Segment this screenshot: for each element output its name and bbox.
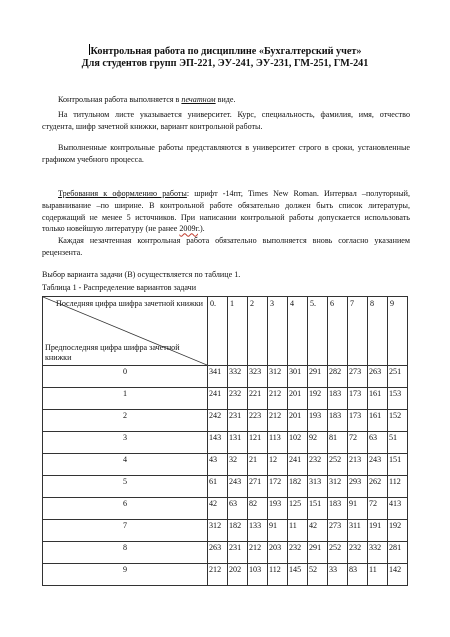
table-cell: 223 (248, 410, 268, 432)
table-cell: 11 (288, 520, 308, 542)
table-cell: 273 (348, 366, 368, 388)
table-cell: 183 (328, 410, 348, 432)
table-cell: 262 (368, 476, 388, 498)
document-title-line1: Контрольная работа по дисциплине «Бухгалтерский учет» (90, 46, 362, 57)
table-cell: 202 (228, 564, 248, 586)
table-cell: 192 (308, 388, 328, 410)
table-cell: 231 (228, 542, 248, 564)
table-cell: 232 (288, 542, 308, 564)
year-spellcheck: 2009г (179, 224, 198, 234)
table-cell: 213 (348, 454, 368, 476)
table-cell: 241 (208, 388, 228, 410)
table-cell: 161 (368, 410, 388, 432)
table-cell: 72 (368, 498, 388, 520)
table-row (43, 410, 408, 432)
table-cell: 142 (388, 564, 408, 586)
table-cell: 312 (268, 366, 288, 388)
table-cell: 21 (248, 454, 268, 476)
table-cell: 281 (388, 542, 408, 564)
paragraph-title-page: На титульном листе указывается университет. Курс, специальность, фамилия, имя, отчество студента, шифр зачетной книжки, вариант контрольной работы. (42, 110, 410, 131)
table-cell: 263 (368, 366, 388, 388)
table-cell: 231 (228, 410, 248, 432)
row-label: 2 (43, 410, 208, 432)
table-cell: 131 (228, 432, 248, 454)
table-cell: 182 (228, 520, 248, 542)
table-cell: 232 (228, 388, 248, 410)
table-cell: 112 (388, 476, 408, 498)
table-cell: 252 (328, 542, 348, 564)
table-cell: 61 (208, 476, 228, 498)
table-cell: 172 (268, 476, 288, 498)
table-cell: 193 (268, 498, 288, 520)
table-cell: 51 (388, 432, 408, 454)
column-header: 5. (308, 297, 328, 366)
emphasis-printed: печатном (181, 95, 216, 104)
table-cell: 252 (328, 454, 348, 476)
table-cell: 212 (268, 410, 288, 432)
table-cell: 241 (288, 454, 308, 476)
table-cell: 271 (248, 476, 268, 498)
column-header: 2 (248, 297, 268, 366)
table-cell: 152 (388, 410, 408, 432)
column-header: 8 (368, 297, 388, 366)
table-cell: 311 (348, 520, 368, 542)
table-cell: 282 (328, 366, 348, 388)
table-cell: 63 (228, 498, 248, 520)
table-cell: 12 (268, 454, 288, 476)
table-cell: 91 (348, 498, 368, 520)
table-cell: 332 (228, 366, 248, 388)
table-cell: 112 (268, 564, 288, 586)
row-label: 0 (43, 366, 208, 388)
table-cell: 291 (308, 366, 328, 388)
table-cell: 151 (388, 454, 408, 476)
table-cell: 341 (208, 366, 228, 388)
table-cell: 263 (208, 542, 228, 564)
table-cell: 81 (328, 432, 348, 454)
table-cell: 221 (248, 388, 268, 410)
table-cell: 72 (348, 432, 368, 454)
document-title-line2: Для студентов групп ЭП-221, ЭУ-241, ЭУ-231, ГМ-251, ГМ-241 (81, 58, 369, 69)
table-cell: 161 (368, 388, 388, 410)
table-cell: 323 (248, 366, 268, 388)
table-cell: 312 (328, 476, 348, 498)
table-cell: 145 (288, 564, 308, 586)
table-cell: 232 (348, 542, 368, 564)
table-cell: 32 (228, 454, 248, 476)
table-row (43, 432, 408, 454)
table-cell: 291 (308, 542, 328, 564)
header-prelast-digit-label: Предпоследняя цифра шифра зачетной книжки (45, 343, 180, 362)
variant-table (42, 296, 408, 586)
row-label: 8 (43, 542, 208, 564)
table-cell: 33 (328, 564, 348, 586)
table-cell: 102 (288, 432, 308, 454)
paragraph-format: Контрольная работа выполняется в печатном виде. (58, 95, 236, 104)
row-label: 3 (43, 432, 208, 454)
table-cell: 413 (388, 498, 408, 520)
table-cell: 182 (288, 476, 308, 498)
table-cell: 82 (248, 498, 268, 520)
table-cell: 173 (348, 410, 368, 432)
table-cell: 203 (268, 542, 288, 564)
table-cell: 191 (368, 520, 388, 542)
table-row (43, 498, 408, 520)
table-row (43, 476, 408, 498)
table-cell: 251 (388, 366, 408, 388)
column-header: 0. (208, 297, 228, 366)
table-cell: 92 (308, 432, 328, 454)
table-cell: 83 (348, 564, 368, 586)
table-cell: 313 (308, 476, 328, 498)
table-cell: 153 (388, 388, 408, 410)
table-cell: 133 (248, 520, 268, 542)
table-cell: 201 (288, 410, 308, 432)
table-cell: 103 (248, 564, 268, 586)
table-cell: 183 (328, 498, 348, 520)
column-header: 3 (268, 297, 288, 366)
row-label: 1 (43, 388, 208, 410)
requirements-label: Требования к оформлению работы (58, 189, 187, 198)
table-cell: 232 (308, 454, 328, 476)
table-cell: 11 (368, 564, 388, 586)
header-last-digit-label: Последняя цифра шифра зачетной книжки (55, 299, 203, 308)
table-cell: 113 (268, 432, 288, 454)
table-cell: 201 (288, 388, 308, 410)
table-cell: 121 (248, 432, 268, 454)
table-cell: 173 (348, 388, 368, 410)
table-cell: 42 (308, 520, 328, 542)
column-header: 1 (228, 297, 248, 366)
table-cell: 243 (368, 454, 388, 476)
row-label: 4 (43, 454, 208, 476)
table-cell: 273 (328, 520, 348, 542)
row-label: 9 (43, 564, 208, 586)
row-label: 5 (43, 476, 208, 498)
table-cell: 293 (348, 476, 368, 498)
table-cell: 312 (208, 520, 228, 542)
row-label: 7 (43, 520, 208, 542)
table-cell: 243 (228, 476, 248, 498)
table-row (43, 564, 408, 586)
paragraph-deadlines: Выполненные контрольные работы представляются в университет строго в сроки, установленные графиком учебного процесса. (42, 143, 410, 164)
column-header: 4 (288, 297, 308, 366)
table-cell: 151 (308, 498, 328, 520)
column-header: 7 (348, 297, 368, 366)
column-header: 6 (328, 297, 348, 366)
table-cell: 212 (208, 564, 228, 586)
table-cell: 192 (388, 520, 408, 542)
table-cell: 42 (208, 498, 228, 520)
table-cell: 183 (328, 388, 348, 410)
table-cell: 143 (208, 432, 228, 454)
table-cell: 125 (288, 498, 308, 520)
table-cell: 91 (268, 520, 288, 542)
variant-selection-note: Выбор варианта задачи (В) осуществляется по таблице 1. (42, 270, 241, 279)
table-cell: 193 (308, 410, 328, 432)
table-cell: 242 (208, 410, 228, 432)
table-cell: 301 (288, 366, 308, 388)
table-cell: 43 (208, 454, 228, 476)
paragraph-resubmission: Каждая незачтенная контрольная работа обязательно выполняется вновь согласно указанием рецензента. (42, 236, 410, 257)
table-cell: 332 (368, 542, 388, 564)
table-cell: 212 (248, 542, 268, 564)
table-row (43, 454, 408, 476)
table-row (43, 388, 408, 410)
table-row (43, 520, 408, 542)
table-cell: 63 (368, 432, 388, 454)
table-caption: Таблица 1 - Распределение вариантов задачи (42, 283, 197, 292)
table-row (43, 366, 408, 388)
table-header-corner (43, 297, 208, 366)
text-cursor (89, 44, 90, 55)
table-cell: 212 (268, 388, 288, 410)
table-row (43, 542, 408, 564)
paragraph-requirements: Требования к оформлению работы: шрифт -14пт, Times New Roman. Интервал –полуторный, выравнивание –по ширине. В контрольной работе обязательно должен быть список литературы, содержащий не менее 5 источников. При написании контрольной работы допускается использовать только новейшую литературу (не ранее 2009г.). (42, 189, 410, 234)
column-header: 9 (388, 297, 408, 366)
table-cell: 52 (308, 564, 328, 586)
row-label: 6 (43, 498, 208, 520)
